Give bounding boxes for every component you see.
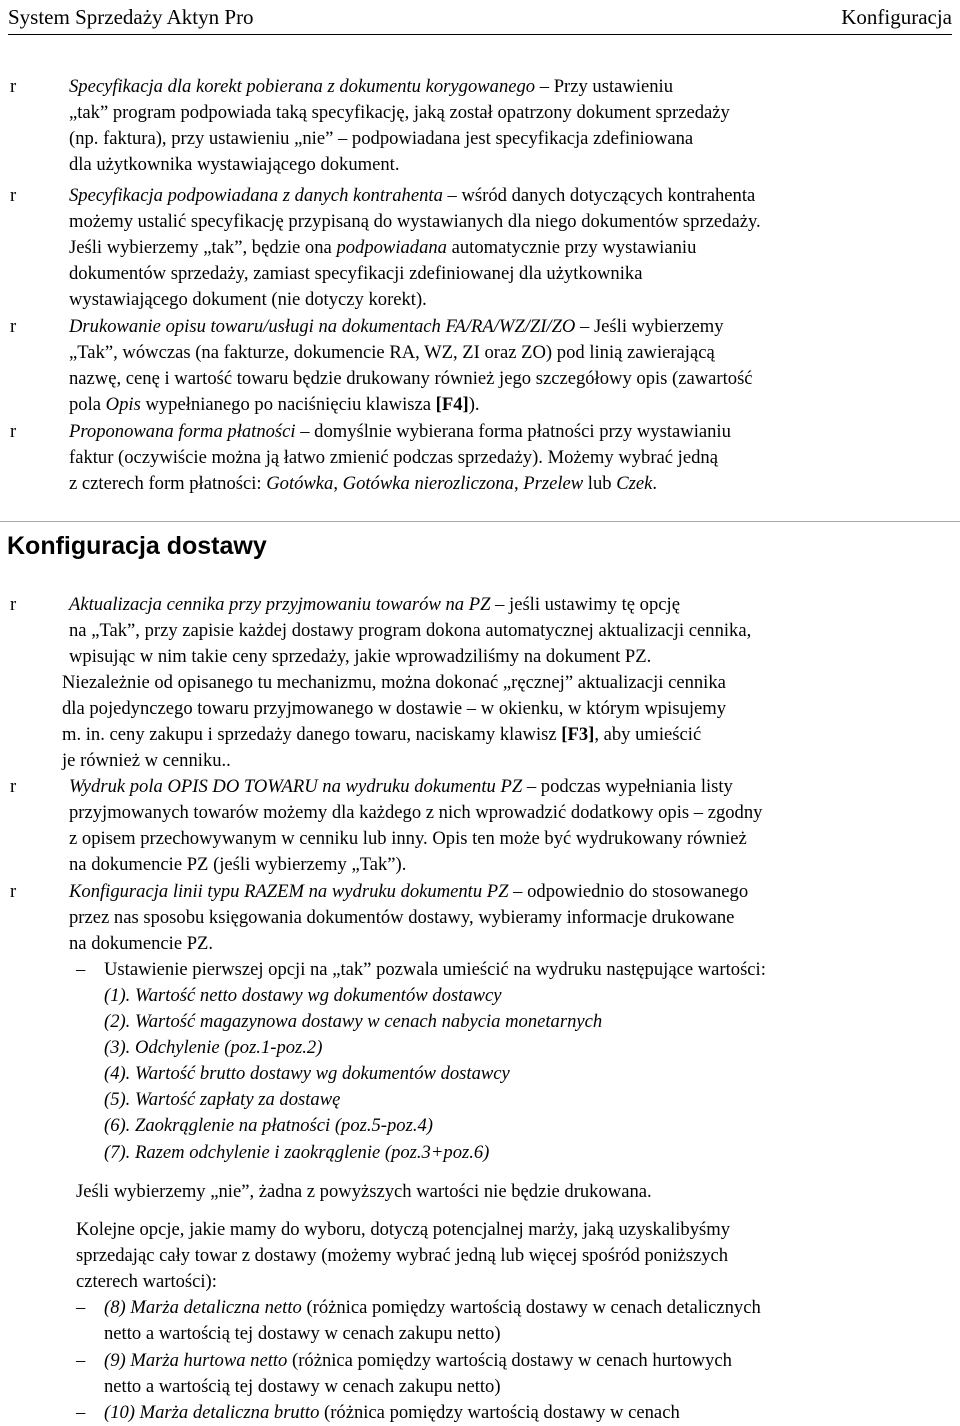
text-line: – podczas wypełniania listy [522,776,733,797]
item-title: Wydruk pola OPIS DO TOWARU na wydruku dokumentu PZ [69,776,523,797]
option-item: (4). Wartość brutto dostawy wg dokumentów dostawcy [104,1063,510,1085]
item-korekty [69,74,954,178]
item-title: Specyfikacja podpowiadana z danych kontrahenta [69,185,443,206]
item-title: Aktualizacja cennika przy przyjmowaniu towarów na PZ [69,594,491,615]
text-line: czterech wartości): [76,1271,217,1293]
text-line: – wśród danych dotyczących kontrahenta [442,185,756,206]
separator: , [513,473,524,495]
item-title: Konfiguracja linii typu RAZEM na wydruku dokumentu PZ [69,881,509,902]
text-line: automatycznie przy wystawianiu [446,237,697,259]
item-linia-razem [69,879,954,957]
text-line: możemy ustalić specyfikację przypisaną do wystawianych dla niego dokumentów sprzedaży. [69,211,761,233]
no-print-note: Jeśli wybierzemy „nie”, żadna z powyższych wartości nie będzie drukowana. [76,1181,652,1202]
text-line: Jeśli wybierzemy „tak”, będzie ona [69,237,337,259]
option-item: (3). Odchylenie (poz.1-poz.2) [104,1037,323,1059]
text-line: dla pojedynczego towaru przyjmowanego w dostawie – w okienku, w którym wpisujemy [62,698,727,720]
text-line: ). [468,394,480,416]
option-item: (7). Razem odchylenie i zaokrąglenie (poz.3+poz.6) [104,1141,490,1163]
text-line: je również w cenniku.. [62,750,231,772]
text-line: wpisując w nim takie ceny sprzedaży, jakie wprowadziliśmy na dokument PZ. [69,646,652,668]
text-line: faktur (oczywiście można ją łatwo zmienić podczas sprzedaży). Możemy wybrać jedną [69,447,718,469]
text-line: sprzedając cały towar z dostawy (możemy wybrać jedną lub więcej spośród poniższych [76,1245,729,1267]
text-line: (różnica pomiędzy wartością dostawy w cenach hurtowych [287,1350,732,1371]
bullet-marker: r [10,776,17,797]
item-title: Drukowanie opisu towaru/usługi na dokumentach FA/RA/WZ/ZI/ZO [69,316,576,337]
dash-marker: – [76,1402,86,1423]
item-title: Specyfikacja dla korekt pobierana z dokumentu korygowanego [69,76,536,97]
payment-option: Czek [616,473,653,495]
text-line: netto a wartością tej dostawy w cenach zakupu netto) [104,1323,501,1345]
text-line: (np. faktura), przy ustawieniu „nie” – podpowiadana jest specyfikacja zdefiniowana [69,128,694,150]
bullet-marker: r [10,881,17,902]
text-line: z opisem przechowywanym w cenniku lub inny. Opis ten może być wydrukowany również [69,828,747,850]
margin-intro [76,1217,954,1295]
margin-title: (9) Marża hurtowa netto [104,1350,288,1371]
key-f3: [F3] [561,724,595,746]
text-line: przez nas sposobu księgowania dokumentów dostawy, wybieramy informacje drukowane [69,907,735,929]
text-line: na dokumencie PZ. [69,933,214,955]
margin-title: (10) Marża detaliczna brutto [104,1402,320,1423]
item-aktualizacja-cennika [69,592,954,670]
section-divider [0,521,960,522]
item-title: Proponowana forma płatności [69,421,296,442]
options-intro: Ustawienie pierwszej opcji na „tak” pozwala umieścić na wydruku następujące wartości: [104,959,766,980]
text-line: Kolejne opcje, jakie mamy do wyboru, dotyczą potencjalnej marży, jaką uzyskalibyśmy [76,1219,731,1240]
text-line: dla użytkownika wystawiającego dokument. [69,154,400,176]
option-item: (2). Wartość magazynowa dostawy w cenach nabycia monetarnych [104,1011,603,1033]
field-name: Opis [105,394,141,416]
page-header [8,0,952,35]
text-line: przyjmowanych towarów możemy dla każdego z nich wprowadzić dodatkowy opis – zgodny [69,802,763,824]
dash-marker: – [76,1297,86,1318]
dash-marker: – [76,1350,86,1371]
dash-marker: – [76,959,86,980]
emphasis: podpowiadana [336,237,447,259]
text-line: – Przy ustawieniu [535,76,673,97]
text-line: „tak” program podpowiada taką specyfikację, jaką został opatrzony dokument sprzedaży [69,102,730,124]
text-line: Niezależnie od opisanego tu mechanizmu, można dokonać „ręcznej” aktualizacji cennika [62,672,726,693]
section-heading: Konfiguracja dostawy [7,532,267,560]
item-forma-platnosci [69,419,954,497]
header-section-title: Konfiguracja [841,4,952,29]
option-item: (5). Wartość zapłaty za dostawę [104,1089,341,1111]
option-item: (1). Wartość netto dostawy wg dokumentów dostawcy [104,985,502,1006]
item-opis-towaru [69,314,954,418]
text-line: netto a wartością tej dostawy w cenach zakupu netto) [104,1376,501,1398]
bullet-marker: r [10,76,17,97]
text-line: (różnica pomiędzy wartością dostawy w cenach detalicznych [301,1297,761,1318]
text-line: , aby umieścić [594,724,702,746]
margin-item [104,1348,954,1400]
separator: . [652,473,658,495]
separator: lub [583,473,617,495]
text-line: (różnica pomiędzy wartością dostawy w cenach [319,1402,680,1423]
text-line: – odpowiednio do stosowanego [508,881,749,902]
text-line: nazwę, cenę i wartość towaru będzie drukowany również jego szczegółowy opis (zawartość [69,368,753,390]
text-line: wystawiającego dokument (nie dotyczy korekt). [69,289,427,311]
text-line: na „Tak”, przy zapisie każdej dostawy program dokona automatycznej aktualizacji cennika, [69,620,752,642]
bullet-marker: r [10,594,17,615]
text-line: – jeśli ustawimy tę opcję [490,594,680,615]
options-list [104,983,954,1166]
payment-option: Gotówka nierozliczona [342,473,514,495]
separator: , [333,473,343,495]
payment-option: Gotówka [266,473,334,495]
margin-title: (8) Marża detaliczna netto [104,1297,302,1318]
item-kontrahent [69,183,954,313]
text-line: na dokumencie PZ (jeśli wybierzemy „Tak”). [69,854,407,876]
item-opis-do-towaru [69,774,954,878]
margin-item [104,1295,954,1347]
bullet-marker: r [10,421,17,442]
text-line: – Jeśli wybierzemy [575,316,724,337]
key-f4: [F4] [435,394,469,416]
text-line: dokumentów sprzedaży, zamiast specyfikacji zdefiniowanej dla użytkownika [69,263,643,285]
note-reczna-aktualizacja [62,670,954,774]
bullet-marker: r [10,185,17,206]
text-line: wypełnianego po naciśnięciu klawisza [140,394,436,416]
text-line: pola [69,394,106,416]
text-line: m. in. ceny zakupu i sprzedaży danego towaru, naciskamy klawisz [62,724,562,746]
text-line: – domyślnie wybierana forma płatności przy wystawianiu [295,421,731,442]
margin-item [104,1400,954,1426]
payment-option: Przelew [523,473,584,495]
text-line: z czterech form płatności: [69,473,267,495]
text-line: „Tak”, wówczas (na fakturze, dokumencie RA, WZ, ZI oraz ZO) pod linią zawierającą [69,342,715,364]
option-item: (6). Zaokrąglenie na płatności (poz.5-poz.4) [104,1115,433,1137]
header-doc-title: System Sprzedaży Aktyn Pro [8,4,254,29]
bullet-marker: r [10,316,17,337]
